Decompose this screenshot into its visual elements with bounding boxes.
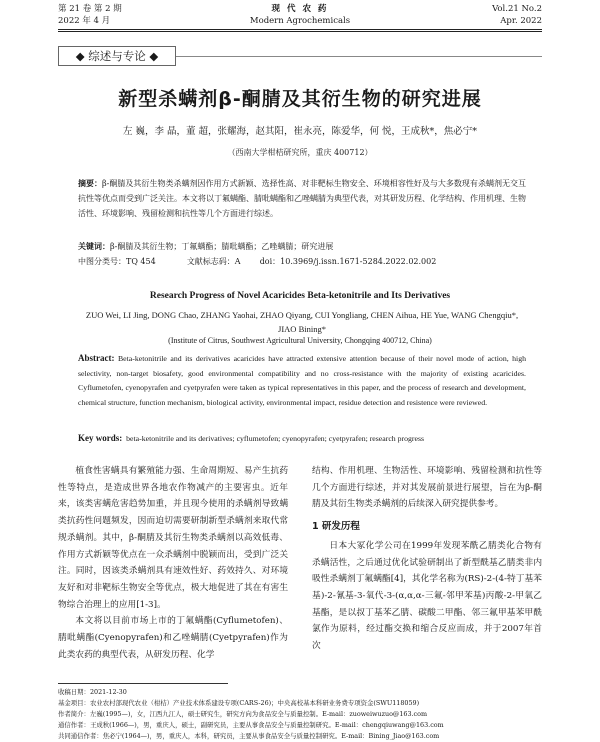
section-heading: 1 研发历程 (312, 521, 360, 533)
abstract-cn (78, 176, 526, 221)
body-paragraph: 植食性害螨具有繁殖能力强、生命周期短、易产生抗药性等特点，是造成世界各地农作物减产的主要害虫。近年来，该类害螨危害趋势加重，并且现今使用的杀螨剂导致螨类抗药性问题频发，因而迫切需要研制新型杀螨剂来取代常规杀螨剂。其中，β-酮腈及其衍生物类杀螨剂以高效低毒、作用方式新颖等优点在一众杀螨剂中脱颖而出，受到广泛关注。同时，因该类杀螨剂具有速效性好、药效持久、对环境友好和对非靶标生物安全等优点，极大地促进了其在有害生物综合治理上的应用[1-3]。 (58, 466, 288, 610)
keywords-en (78, 431, 526, 446)
body-paragraph: 结构、作用机理、生物活性、环境影响、残留检测和抗性等几个方面进行综述，并对其发展前景进行展望，旨在为β-酮腈及其衍生物类杀螨剂的后续深入研究提供参考。 (312, 466, 542, 510)
keywords-en-label: Key words: (78, 433, 123, 443)
abstract-en (78, 351, 526, 410)
section-tag: ◆ 综述与专论 ◆ (58, 46, 176, 66)
footnote-corresponding: 通信作者：王成秋(1966—)，男，重庆人，硕士，副研究员，主要从事食品安全与质量控制研究。E-mail：chengqiuwang@163.com (58, 721, 444, 729)
date-en: Apr. 2022 (500, 16, 542, 26)
abstract-en-text: Beta-ketonitrile and its derivatives acaricides have attracted extensive attention because of their novel mode of action, high selectivity, non-target biosafety, good environmental compatibility and no cross-resistance with the majority of existing acaricides. Cyflumetofen, cyenopyrafen and cyetpyrafen were taken as typical representatives in this paper, and the process of research and development, chemical structure, function mechanism, biological activity, environmental impact, residue detection and resistence were reviewed. (78, 354, 526, 407)
footnote-co-corresponding: 共同通信作者：焦必宁(1964—)，男，重庆人，本科，研究员，主要从事食品安全与质量控制研究。E-mail：Bining_Jiao@163.com (58, 732, 440, 740)
keywords-cn-label: 关键词： (78, 242, 110, 251)
section-tag-rule (176, 56, 542, 57)
date-cn: 2022 年 4 月 (58, 16, 111, 26)
authors-en: ZUO Wei, LI Jing, DONG Chao, ZHANG Yaohai, ZHAO Qiyang, CUI Yongliang, CHEN Aihua, HE Yue, WANG Chengqiu*, JIAO Bining* (85, 310, 519, 334)
journal-name-en: Modern Agrochemicals (249, 16, 351, 26)
body-column-left (58, 463, 288, 663)
footnote-rule (58, 683, 228, 684)
abstract-en-label: Abstract: (78, 353, 115, 363)
affiliation-en: (Institute of Citrus, Southwest Agricultural University, Chongqing 400712, China) (168, 336, 432, 345)
volume-issue-cn: 第 21 卷 第 2 期 (58, 4, 122, 14)
paper-title-en: Research Progress of Novel Acaricides Beta-ketonitrile and Its Derivatives (149, 291, 451, 301)
footnotes (58, 687, 542, 742)
document-code: 文献标志码：A (186, 257, 241, 266)
header-rule-top (58, 29, 542, 30)
keywords-cn-text: β-酮腈及其衍生物；丁氟螨酯；腈吡螨酯；乙唑螨腈；研究进展 (110, 242, 334, 251)
footnote-received: 收稿日期：2021-12-30 (58, 688, 127, 696)
clc-number: 中图分类号：TQ 454 (78, 257, 156, 266)
authors-cn: 左 巍，李 晶，董 超，张耀海，赵其阳，崔永亮，陈爱华，何 悦，王成秋*，焦必宁* (122, 126, 478, 137)
keywords-cn (78, 239, 526, 254)
body-paragraph: 本文将以目前市场上市的丁氟螨酯(Cyflumetofen)、腈吡螨酯(Cyenopyrafen)和乙唑螨腈(Cyetpyrafen)作为此类农药的典型代表，从研发历程、化学 (58, 616, 288, 660)
classification-line (78, 254, 526, 269)
paper-title-cn: 新型杀螨剂β-酮腈及其衍生物的研究进展 (118, 88, 482, 110)
body-paragraph: 日本大冢化学公司在1999年发现苯酰乙腈类化合物有杀螨活性，之后通过优化试验研制出了新型酰基乙腈类非内吸性杀螨剂丁氟螨酯[4]，其化学名称为(RS)-2-(4-特丁基苯基)-2-氰基-3-氧代-3-(α,α,α-三氟-邻甲苯基)丙酸-2-甲氧乙基酯，是以叔丁基苯乙腈、碳酸二甲酯、邻三氟甲基苯甲酰氯作为原料，经过酯交换和缩合反应而成，并于2007年首次 (312, 540, 542, 652)
abstract-cn-label: 摘要： (78, 179, 103, 188)
footnote-funding: 基金项目：农业农村部现代农业（柑桔）产业技术体系建设专项(CARS-26)；中央高校基本科研业务费专项资金(SWU118059) (58, 699, 420, 707)
journal-name-cn: 现 代 农 药 (271, 4, 329, 14)
volume-issue-en: Vol.21 No.2 (492, 4, 542, 14)
body-column-right (312, 463, 542, 655)
footnote-author: 作者简介：左巍(1995—)，女，江西九江人，硕士研究生，研究方向为食品安全与质量控制。E-mail：zuoweiwuzuo@163.com (58, 710, 428, 718)
abstract-cn-text: β-酮腈及其衍生物类杀螨剂因作用方式新颖、选择性高、对非靶标生物安全、环境相容性好及与大多数现有杀螨剂无交互抗性等优点而受到广泛关注。本文将以丁氟螨酯、腈吡螨酯和乙唑螨腈为典型代表，对其研发历程、化学结构、作用机理、生物活性、环境影响、残留检测和抗性等几个方面进行综述。 (78, 179, 527, 218)
keywords-en-text: beta-ketonitrile and its derivatives; cyflumetofen; cyenopyrafen; cyetpyrafen; research progress (126, 434, 425, 443)
header-rule-bottom (58, 31, 542, 32)
affiliation-cn: （西南大学柑桔研究所，重庆 400712） (227, 148, 373, 157)
doi: doi：10.3969/j.issn.1671-5284.2022.02.002 (259, 257, 437, 266)
